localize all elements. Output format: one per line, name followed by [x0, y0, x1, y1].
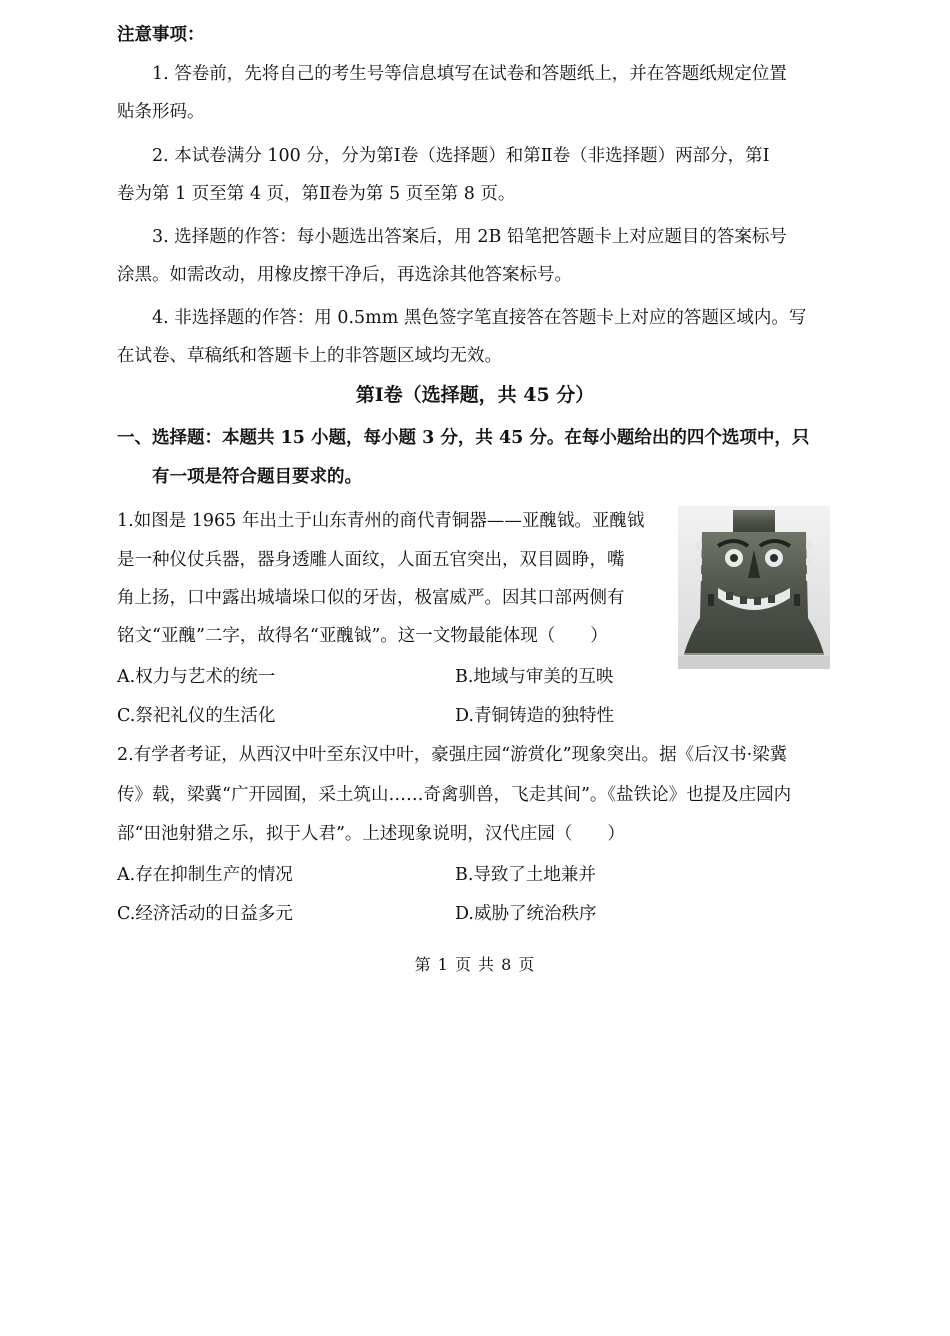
section-title: 第Ⅰ卷（选择题，共 45 分） [355, 384, 595, 406]
notice-title: 注意事项： [117, 25, 205, 45]
section-instruction-line-2: 有一项是符合题目要求的。 [152, 467, 362, 487]
section-instruction-line-1: 一、选择题：本题共 15 小题，每小题 3 分，共 45 分。在每小题给出的四个选项中，只 [117, 428, 810, 448]
notice-item-2-line-1: 2. 本试卷满分 100 分，分为第Ⅰ卷（选择题）和第Ⅱ卷（非选择题）两部分，第Ⅰ [152, 146, 770, 166]
page-footer: 第 1 页 共 8 页 [414, 955, 536, 974]
notice-item-3-line-1: 3. 选择题的作答：每小题选出答案后，用 2B 铅笔把答题卡上对应题目的答案标号 [152, 227, 787, 247]
q2-option-c: C.经济活动的日益多元 [117, 904, 293, 924]
q1-stem-line-4: 铭文“亚醜”二字，故得名“亚醜钺”。这一文物最能体现（ ） [117, 626, 608, 646]
q2-stem-line-3: 部“田池射猎之乐，拟于人君”。上述现象说明，汉代庄园（ ） [117, 824, 625, 844]
notice-item-4-line-1: 4. 非选择题的作答：用 0.5mm 黑色签字笔直接答在答题卡上对应的答题区域内。写 [152, 308, 807, 328]
q1-stem-line-3: 角上扬，口中露出城墙垛口似的牙齿，极富威严。因其口部两侧有 [117, 588, 625, 608]
q2-option-a: A.存在抑制生产的情况 [117, 865, 293, 885]
q1-option-a: A.权力与艺术的统一 [117, 667, 276, 687]
notice-item-1-line-2: 贴条形码。 [117, 102, 205, 122]
bronze-yue-photo [678, 506, 830, 669]
q1-option-c: C.祭祀礼仪的生活化 [117, 706, 276, 726]
q1-option-d: D.青铜铸造的独特性 [455, 706, 614, 726]
notice-item-2-line-2: 卷为第 1 页至第 4 页，第Ⅱ卷为第 5 页至第 8 页。 [117, 184, 516, 204]
q2-option-d: D.威胁了统治秩序 [455, 904, 597, 924]
q2-stem-line-1: 2.有学者考证，从西汉中叶至东汉中叶，豪强庄园“游赏化”现象突出。据《后汉书·梁冀 [117, 745, 788, 765]
q1-option-b: B.地域与审美的互映 [455, 667, 614, 687]
q2-option-b: B.导致了土地兼并 [455, 865, 596, 885]
notice-item-1-line-1: 1. 答卷前，先将自己的考生号等信息填写在试卷和答题纸上，并在答题纸规定位置 [152, 64, 787, 84]
notice-item-4-line-2: 在试卷、草稿纸和答题卡上的非答题区域均无效。 [117, 346, 502, 366]
q2-stem-line-2: 传》载，梁冀“广开园囿，采土筑山……奇禽驯兽，飞走其间”。《盐铁论》也提及庄园内 [117, 785, 792, 805]
q1-stem-line-2: 是一种仪仗兵器，器身透雕人面纹，人面五官突出，双目圆睁，嘴 [117, 550, 625, 570]
notice-item-3-line-2: 涂黑。如需改动，用橡皮擦干净后，再选涂其他答案标号。 [117, 265, 572, 285]
q1-stem-line-1: 1.如图是 1965 年出土于山东青州的商代青铜器——亚醜钺。亚醜钺 [117, 511, 645, 531]
